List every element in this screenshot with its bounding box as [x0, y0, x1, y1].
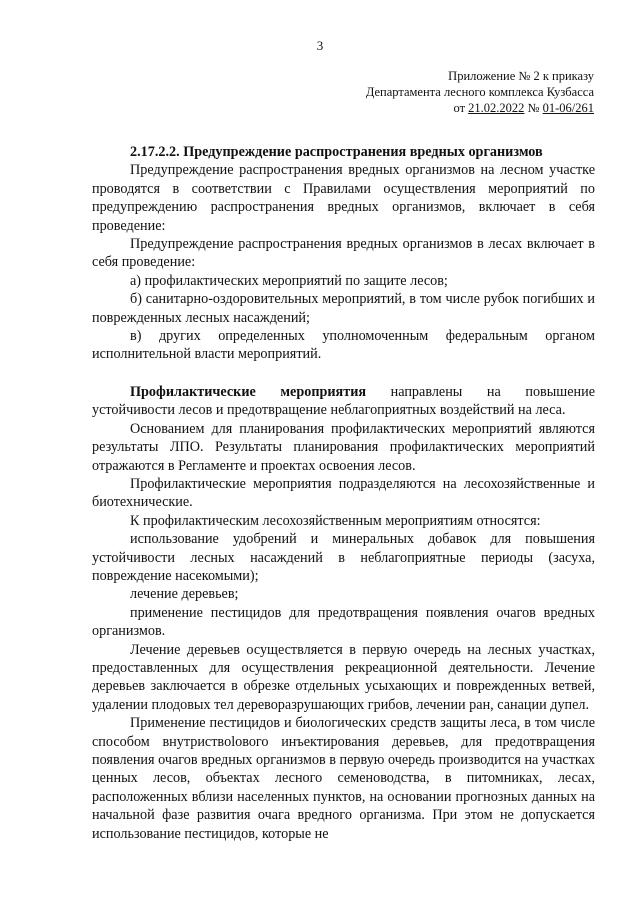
appendix-from-prefix: от: [453, 101, 469, 115]
paragraph: Основанием для планирования профилактических мероприятий являются результаты ЛПО. Результаты планирования профилактических мероприятий отражаются в Регламенте и проектах освоения лесов.: [92, 420, 595, 474]
paragraph-gap: [92, 364, 595, 383]
paragraph: Лечение деревьев осуществляется в первую очередь на лесных участках, предоставленных для осуществления рекреационной деятельности. Лечение деревьев заключается в обрезке отдельных усыхающих и поврежденных ветвей, удалении плодовых тел дереворазрушающих грибов, лечении ран, санации дупел.: [92, 641, 595, 713]
paragraph: применение пестицидов для предотвращения появления очагов вредных организмов.: [92, 604, 595, 640]
page-number: 3: [316, 38, 324, 53]
order-number: 01-06/261: [542, 101, 594, 115]
paragraph-text: направлены на повышение устойчивости лесов и предотвращение неблагоприятных воздействий на леса.: [92, 383, 595, 419]
paragraph: К профилактическим лесохозяйственным мероприятиям относятся:: [130, 512, 541, 529]
appendix-line-3: [366, 100, 594, 116]
order-number-prefix: №: [524, 101, 543, 115]
list-item-c: в) других определенных уполномоченным федеральным органом исполнительной власти мероприятий.: [92, 328, 595, 363]
list-item-b: б) санитарно-оздоровительных мероприятий, в том числе рубок погибших и поврежденных лесных насаждений;: [92, 291, 595, 326]
document-body: [92, 143, 595, 843]
paragraph: Профилактические мероприятия подразделяются на лесохозяйственные и биотехнические.: [92, 475, 595, 511]
paragraph: Применение пестицидов и биологических средств защиты леса, в том числе способом внутриствolового инъектирования деревьев, для предотвращения появления очагов вредных организмов в первую очередь производится на участках ценных лесов, объектах лесного семеноводства, в питомниках, лесах, расположенных вблизи населенных пунктов, на основании прогнозных данных на начальной фазе развития очага вредного организма. При этом не допускается использование пестицидов, которые не: [92, 715, 595, 842]
section-heading: 2.17.2.2. Предупреждение распространения вредных организмов: [130, 144, 543, 160]
order-date: 21.02.2022: [468, 101, 525, 115]
paragraph: [92, 383, 595, 420]
paragraph: лечение деревьев;: [130, 586, 239, 603]
appendix-header: [366, 68, 594, 116]
appendix-line-1: Приложение № 2 к приказу: [448, 69, 594, 83]
list-item-a: а) профилактических мероприятий по защите лесов;: [130, 272, 448, 289]
paragraph: использование удобрений и минеральных добавок для повышения устойчивости лесных насаждений в неблагоприятные периоды (засуха, повреждение насекомыми);: [92, 531, 595, 584]
paragraph: Предупреждение распространения вредных организмов в лесах включает в себя проведение:: [92, 236, 595, 271]
paragraph: Предупреждение распространения вредных организмов на лесном участке проводятся в соответствии с Правилами осуществления мероприятий по предупреждению распространения вредных организмов, включает в себя проведение:: [92, 162, 595, 234]
bold-term: Профилактические мероприятия: [130, 383, 367, 400]
appendix-line-2: Департамента лесного комплекса Кузбасса: [365, 85, 594, 99]
